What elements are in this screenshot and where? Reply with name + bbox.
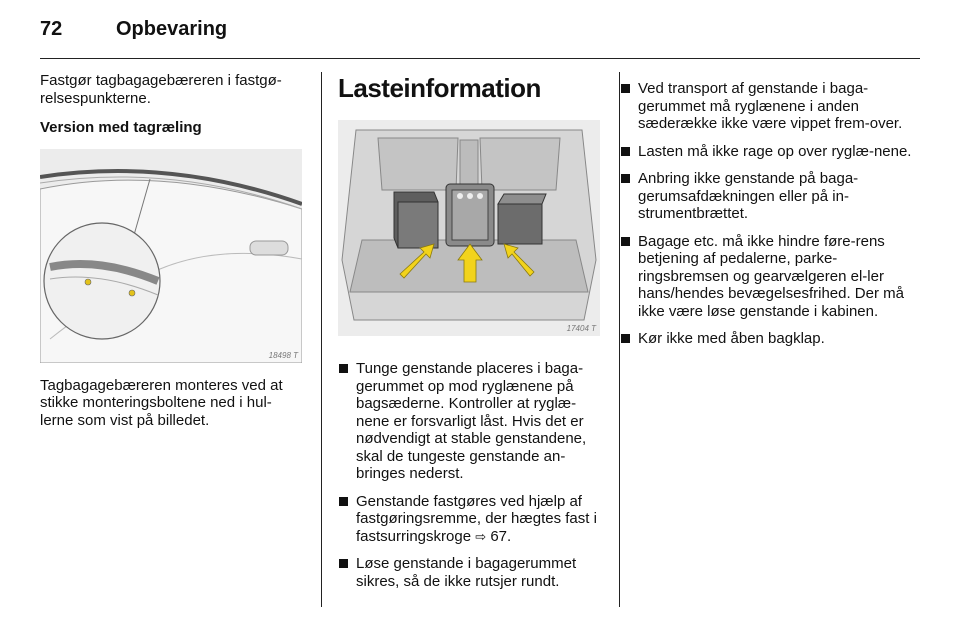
figure-caption: Tagbagagebæreren monteres ved at stikke monteringsboltene ned i hul-lerne som vist på billedet. [40, 376, 283, 429]
column-2 [338, 72, 602, 600]
list-item: Kør ikke med åben bagklap. [620, 330, 912, 348]
bullet-square-icon [621, 334, 630, 343]
cargo-illustration [338, 120, 600, 336]
column-divider-1 [321, 72, 322, 607]
list-item: Tunge genstande placeres i baga-gerummet op mod ryglænene på bagsæderne. Kontroller at ryglæ-nene er forsvarligt låst. Hvis det er nødvendigt at stable genstandene, skal de tungeste genstande an-bringes nederst. [338, 360, 602, 483]
page-header [40, 18, 920, 58]
safety-bullet-list [620, 80, 912, 348]
list-item: Løse genstande i bagagerummet sikres, så de ikke rutsjer rundt. [338, 555, 602, 590]
list-item: Ved transport af genstande i baga-gerummet må ryglænene i anden sæderække ikke være vippet frem-over. [620, 80, 912, 133]
intro-text: Fastgør tagbagagebæreren i fastgø-relsespunkterne. [40, 72, 282, 107]
bullet-square-icon [339, 364, 348, 373]
page-number: 72 [40, 18, 63, 40]
list-item: Bagage etc. må ikke hindre føre-rens betjening af pedalerne, parke-ringsbremsen og gearvælgeren el-ler hans/hendes bevægelsesfrihed. Der må ikke være løse genstande i kabinen. [620, 233, 912, 321]
loading-bullet-list [338, 360, 602, 590]
bullet-square-icon [621, 147, 630, 156]
list-item: Lasten må ikke rage op over ryglæ-nene. [620, 143, 912, 161]
bullet-square-icon [339, 559, 348, 568]
cargo-figure [338, 120, 600, 336]
roof-rail-figure [40, 149, 302, 363]
figure-id-cargo: 17404 T [566, 324, 596, 333]
bullet-square-icon [621, 174, 630, 183]
column-3 [620, 72, 912, 358]
roof-rail-illustration [40, 149, 302, 363]
bullet-square-icon [339, 497, 348, 506]
page-reference-link[interactable]: 67. [490, 527, 512, 545]
chapter-title: Opbevaring [116, 18, 228, 40]
subheading: Version med tagræling [40, 119, 202, 136]
list-item: Anbring ikke genstande på baga-gerumsafdækningen eller på in-strumentbrættet. [620, 170, 912, 223]
page-reference-arrow-icon: ⇨ [475, 528, 487, 544]
bullet-square-icon [621, 237, 630, 246]
section-heading: Lasteinformation [338, 73, 541, 103]
bullet-square-icon [621, 84, 630, 93]
list-item: Genstande fastgøres ved hjælp af fastgøringsremme, der hægtes fast i fastsurringskroge ⇨ 67. [338, 493, 602, 546]
header-rule [40, 58, 920, 59]
column-1 [40, 72, 304, 429]
figure-id-roof: 18498 T [268, 350, 298, 360]
